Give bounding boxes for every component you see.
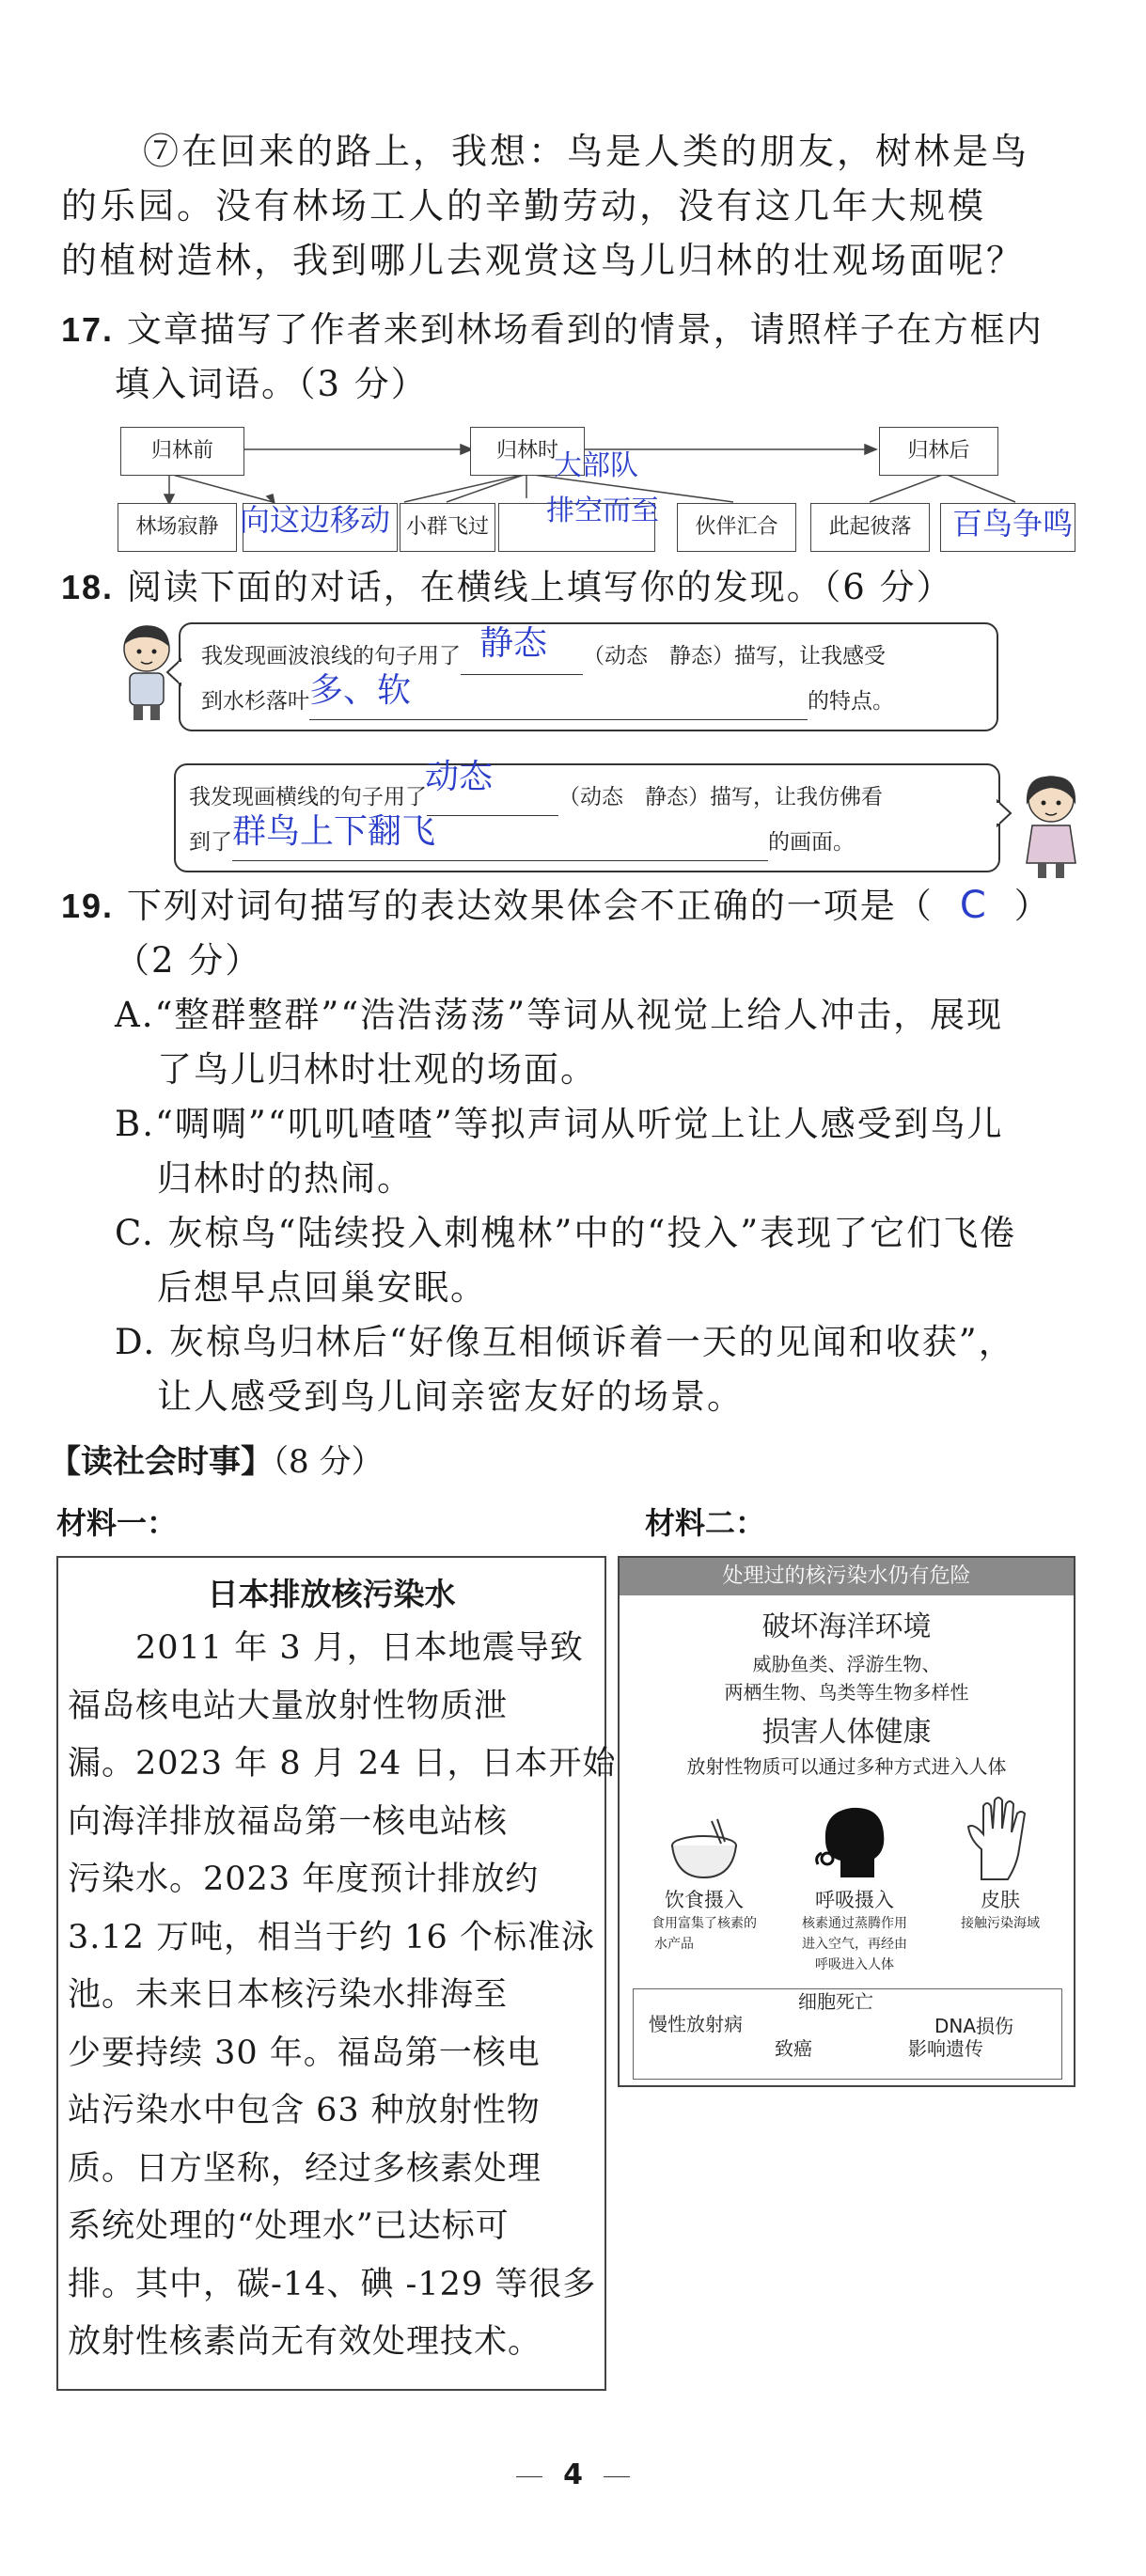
option-c (61, 1206, 1114, 1315)
option-b (61, 1097, 1114, 1206)
handwritten-answer: 静态 (479, 624, 548, 663)
flow-box-before: 归林前 (120, 427, 244, 476)
option-line: 让人感受到鸟儿间亲密友好的场景。 (157, 1376, 744, 1417)
bowl-icon (667, 1812, 742, 1883)
effect-dna: DNA损伤 (934, 2015, 1014, 2037)
handwritten-answer: 群鸟上下翻飞 (232, 812, 436, 851)
option-line: C. 灰椋鸟“陆续投入刺槐林”中的“投入”表现了它们飞倦 (115, 1213, 1017, 1253)
question-text: 阅读下面的对话，在横线上填写你的发现。（6 分） (126, 567, 953, 607)
material1-label: 材料一： (56, 1505, 178, 1541)
material1-line: 放射性核素尚无有效处理技术。 (68, 2323, 542, 2361)
option-line: B.“啁啁”“叽叽喳喳”等拟声词从听觉上让人感受到鸟儿 (115, 1104, 1004, 1144)
effect-cell-death: 细胞死亡 (798, 1990, 873, 2013)
health-effects (633, 1988, 1062, 2080)
answer-line (461, 624, 583, 675)
option-d (61, 1315, 1114, 1424)
material2-header: 处理过的核污染水仍有危险 (620, 1558, 1074, 1595)
section-heading (49, 1438, 383, 1485)
handwritten-answer: 大部队 (554, 449, 638, 482)
handwritten-answer: 多、软 (309, 671, 412, 710)
passage-line: 的植树造林，我到哪儿去观赏这鸟儿归林的壮观场面呢？ (61, 240, 1026, 281)
material1-line: 站污染水中包含 63 种放射性物 (68, 2092, 541, 2129)
handwritten-answer: 百鸟争鸣 (952, 506, 1074, 542)
bubble-text: 我发现画横线的句子用了 (189, 785, 427, 809)
bubble-text: （动态 静态）描写，让我感受 (583, 644, 886, 668)
option-line: 归林时的热闹。 (157, 1158, 414, 1199)
marine-sub: 两栖生物、鸟类等生物多样性 (724, 1681, 969, 1704)
option-line: 了鸟儿归林时壮观的场面。 (157, 1049, 597, 1090)
material1-line: 向海洋排放福岛第一核电站核 (68, 1802, 509, 1841)
material1-line: 3.12 万吨，相当于约 16 个标准泳 (68, 1918, 595, 1956)
material1-box (56, 1556, 617, 2391)
option-line: D. 灰椋鸟归林后“好像互相倾诉着一天的见闻和收获”， (115, 1322, 1015, 1362)
answer-line (309, 671, 808, 720)
intake-desc: 呼吸进入人体 (815, 1957, 894, 1972)
bubble-text: 我发现画波浪线的句子用了 (201, 644, 461, 668)
material1-body (58, 1618, 617, 2372)
handwritten-answer: 排空而至 (546, 495, 659, 527)
section-title: 【读社会时事】 (49, 1443, 273, 1481)
answer-line (425, 758, 558, 816)
intake-desc: 水产品 (654, 1937, 694, 1952)
bracket-close: ） (1013, 886, 1051, 926)
material1-line: 质。日方坚称，经过多核素处理 (68, 2149, 542, 2188)
material2-label: 材料二： (645, 1505, 766, 1541)
handwritten-answer: C (959, 884, 988, 927)
material1-line: 福岛核电站大量放射性物质泄 (68, 1687, 509, 1725)
bubble-tail (165, 658, 184, 686)
option-a (61, 988, 1114, 1097)
bubble-text: 的特点。 (808, 689, 894, 714)
section-points: （8 分） (273, 1443, 384, 1481)
answer-line (232, 812, 768, 861)
option-line: 后想早点回巢安眠。 (157, 1267, 487, 1308)
speech-bubble-2 (174, 758, 1000, 872)
intake-desc: 接触污染海域 (961, 1916, 1040, 1931)
question-18 (61, 560, 1105, 615)
marine-heading: 破坏海洋环境 (761, 1610, 932, 1643)
health-heading: 损害人体健康 (761, 1716, 932, 1749)
intake-label: 饮食摄入 (665, 1889, 744, 1911)
material1-line: 漏。2023 年 8 月 24 日，日本开始 (68, 1745, 617, 1783)
question-text: 下列对词句描写的表达效果体会不正确的一项是（ (126, 886, 934, 926)
intake-label: 呼吸摄入 (815, 1889, 894, 1911)
effect-cancer: 致癌 (775, 2037, 812, 2060)
option-line: A.“整群整群”“浩浩荡荡”等词从视觉上给人冲击，展现 (115, 995, 1004, 1035)
question-number: 19. (61, 887, 115, 925)
material2-infographic (618, 1556, 1075, 2087)
flow-box-during: 归林时 (470, 427, 585, 476)
question-text: 文章描写了作者来到林场看到的情景，请照样子在方框内 (126, 309, 1044, 350)
bubble-text: 到了 (189, 830, 232, 855)
flow-box-rise-fall: 此起彼落 (810, 503, 930, 552)
head-breathing-icon (812, 1798, 897, 1883)
flow-box-gather: 伙伴汇合 (677, 503, 796, 552)
hand-icon (963, 1793, 1038, 1883)
marine-sub: 威胁鱼类、浮游生物、 (752, 1653, 941, 1675)
flow-box-answer-move (240, 502, 398, 552)
health-sub: 放射性物质可以通过多种方式进入人体 (686, 1755, 1007, 1778)
question-19 (61, 878, 1114, 1424)
handwritten-answer: 动态 (425, 758, 494, 796)
question-text: 填入词语。（3 分） (115, 364, 428, 404)
question-number: 17. (61, 310, 115, 349)
page-number (0, 2458, 1146, 2491)
effect-heredity: 影响遗传 (908, 2037, 983, 2060)
material1-line: 排。其中，碳-14、碘 -129 等很多 (68, 2265, 597, 2303)
bubble-text: 到水杉落叶 (201, 689, 309, 714)
material1-line: 污染水。2023 年度预计排放约 (68, 1861, 540, 1898)
bubble-text: （动态 静态）描写，让我仿佛看 (558, 785, 883, 809)
bubble-tail (994, 799, 1013, 827)
material1-line: 2011 年 3 月，日本地震导致 (68, 1629, 584, 1667)
flow-box-small-flock: 小群飞过 (400, 503, 495, 552)
flow-box-answer-birds (940, 503, 1075, 552)
speech-bubble-1 (179, 622, 998, 731)
flow-box-quiet: 林场寂静 (118, 503, 237, 552)
intake-desc: 进入空气，再经由 (802, 1937, 907, 1952)
bubble-text: 的画面。 (768, 830, 855, 855)
question-number: 18. (61, 568, 115, 606)
girl-avatar (1013, 771, 1089, 884)
intake-desc: 食用富集了核素的 (651, 1916, 757, 1931)
intake-skin (934, 1793, 1066, 1934)
intake-diet (634, 1812, 775, 1955)
material1-line: 系统处理的“处理水”已达标可 (68, 2207, 510, 2245)
effect-chronic: 慢性放射病 (649, 2013, 743, 2035)
intake-breath (784, 1798, 925, 1975)
material1-line: 少要持续 30 年。福岛第一核电 (68, 2034, 541, 2072)
material1-line: 池。未来日本核污染水排海至 (68, 1976, 509, 2014)
handwritten-answer: 向这边移动 (240, 502, 391, 538)
question-points: （2 分） (115, 940, 262, 981)
passage-line: 的乐园。没有林场工人的辛勤劳动，没有这几年大规模 (61, 185, 987, 227)
intake-label: 皮肤 (981, 1889, 1020, 1911)
passage-line: ⑦在回来的路上，我想：鸟是人类的朋友，树林是鸟 (143, 131, 1030, 172)
page-number-value: 4 (563, 2458, 583, 2491)
material1-title: 日本排放核污染水 (207, 1576, 456, 1612)
intake-desc: 核素通过蒸腾作用 (802, 1916, 907, 1931)
flow-box-after: 归林后 (879, 427, 998, 476)
